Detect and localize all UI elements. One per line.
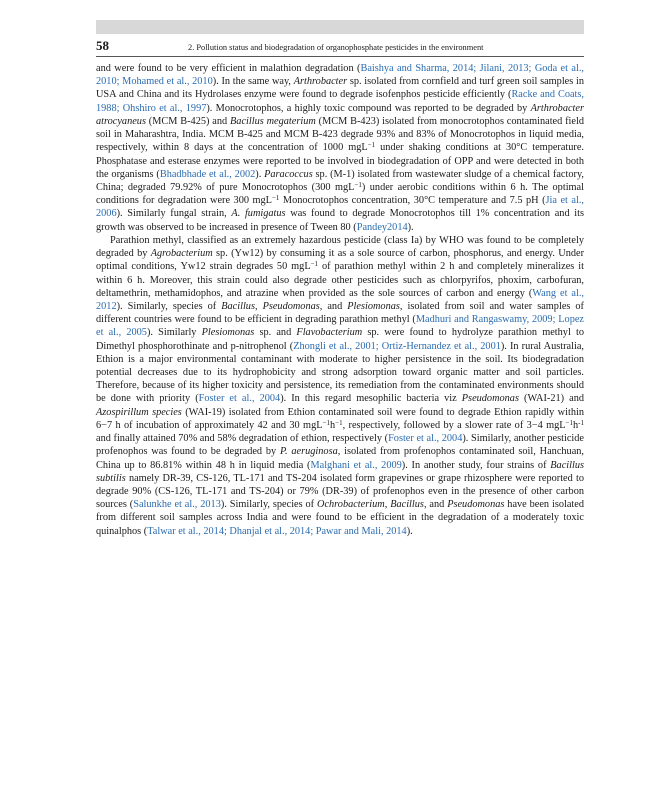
running-head [96, 38, 584, 57]
paragraph-2: Parathion methyl, classified as an extremely hazardous pesticide (class Ia) by WHO was found to be completely degraded by Agrobacterium sp. (Yw12) by consuming it as a sole source of carbon, phosphorus, and energy. Under optimal conditions, Yw12 strain degrades 50 mgL$^{-1}$ of parathion methyl within 2 h and completely mineralizes it within 6 h. Moreover, this strain could also degrade other pesticides such as chlorpyrifos, phoxim, carbofuran, deltamethrin, methamidophos, and atrazine when provided as the sole sources of carbon and energy (Wang et al., 2012). Similarly, species of Bacillus, Pseudomonas, and Plesiomonas, isolated from soil and water samples of different countries were found to be efficient in degrading parathion methyl (Madhuri and Rangaswamy, 2009; Lopez et al., 2005). Similarly Plesiomonas sp. and Flavobacterium sp. were found to hydrolyze parathion methyl to Dimethyl phosphorothinate and p-nitrophenol (Zhongli et al., 2001; Ortiz-Hernandez et al., 2001). In rural Australia, Ethion is a major environmental contaminant with moderate to higher persistence in the soil. Its biodegradation potential decreases due to its hydrophobicity and strong adsorption toward organic matter and soil particles. Therefore, because of its higher toxicity and persistence, its remediation from the contaminated environments should be done with priority (Foster et al., 2004). In this regard mesophilic bacteria viz Pseudomonas (WAI-21) and Azospirillum species (WAI-19) isolated from Ethion contaminated soil were found to degrade Ethion rapidly within 6−7 h of incubation of approximately 42 and 30 $mgL^{-1}h^{-1}$, respectively, followed by a slower rate of 3−4 $mgL^{-1}h^{-1}$ and finally attained 70% and 58% degradation of ethion, respectively (Foster et al., 2004). Similarly, another pesticide profenophos was found to be degraded by P. aeruginosa, isolated from profenophos contaminated soil, Hanchuan, China up to 86.81% within 48 h in liquid media (Malghani et al., 2009). In another study, four strains of Bacillus subtilis namely DR-39, CS-126, TL-171 and TS-204 isolated form grapevines or grape rhizosphere were reported to degrade 90% (CS-126, TL-171 and TS-204) or 79% (DR-39) of profenophos even in the presence of other carbon sources (Salunkhe et al., 2013). Similarly, species of Ochrobacterium, Bacillus, and Pseudomonas have been isolated from different soil samples across India and were found to be efficient in the degradation of a moderately toxic quinalphos (Talwar et al., 2014; Dhanjal et al., 2014; Pawar and Mali, 2014). [96, 234, 585, 537]
citation-link[interactable]: Foster et al., 2004 [198, 393, 281, 405]
citation-link[interactable]: Jia et al., 2006 [96, 195, 584, 220]
citation-link[interactable]: Racke and Coats, 1988; Ohshiro et al., 1997 [96, 89, 585, 114]
citation-link[interactable]: Pandey2014 [356, 221, 408, 233]
citation-link[interactable]: Malghani et al., 2009 [310, 459, 402, 471]
running-title: 2. Pollution status and biodegradation of organophosphate pesticides in the environment [188, 43, 484, 52]
page-number: 58 [96, 38, 109, 53]
paragraph-1: and were found to be very efficient in malathion degradation (Baishya and Sharma, 2014; Jilani, 2013; Goda et al., 2010; Mohamed et al., 2010). In the same way, Arthrobacter sp. isolated from cornfield and turf green soil samples in USA and China and its Hydrolases enzyme were found to degrade isofenphos pesticide efficiently (Racke and Coats, 1988; Ohshiro et al., 1997). Monocrotophos, a highly toxic compound was reported to be degraded by Arthrobacter atrocyaneus (MCM B-425) and Bacillus megaterium (MCM B-423) isolated from monocrotophos contaminated field soil in Maharashtra, India. MCM B-425 and MCM B-423 degrade 93% and 83% of Monocrotophos in liquid media, respectively, within 8 days at the concentration of 1000 mgL$^{-1}$ under shaking conditions at 30°C temperature. Phosphatase and esterase enzymes were reported to be involved in biodegradation of OPP and were detected in both the organisms (Bhadbhade et al., 2002). Paracoccus sp. (M-1) isolated from wastewater sludge of a chemical factory, China; degraded 79.92% of pure Monocrotophos (300 mgL$^{-1}$) under aerobic conditions within 6 h. The optimal conditions for degradation were 300 mgL$^{-1}$ Monocrotophos concentration, 30°C temperature and 7.5 pH (Jia et al., 2006). Similarly fungal strain, A. fumigatus was found to degrade Monocrotophos till 1% concentration and its growth was observed to be increased in presence of Tween 80 (Pandey2014). [96, 63, 585, 233]
body-text [96, 62, 584, 538]
citation-link[interactable]: Talwar et al., 2014; Dhanjal et al., 2014; Pawar and Mali, 2014 [147, 525, 407, 537]
citation-link[interactable]: Baishya and Sharma, 2014; Jilani, 2013; Goda et al., 2010; Mohamed et al., 2010 [96, 63, 584, 88]
header-band [96, 20, 584, 34]
citation-link[interactable]: Foster et al., 2004 [388, 433, 463, 445]
citation-link[interactable]: Madhuri and Rangaswamy, 2009; Lopez et al., 2005 [96, 314, 584, 339]
citation-link[interactable]: Zhongli et al., 2001; Ortiz-Hernandez et al., 2001 [293, 340, 501, 352]
citation-link[interactable]: Salunkhe et al., 2013 [133, 499, 221, 511]
citation-link[interactable]: Wang et al., 2012 [96, 287, 584, 312]
citation-link[interactable]: Bhadbhade et al., 2002 [159, 168, 256, 180]
